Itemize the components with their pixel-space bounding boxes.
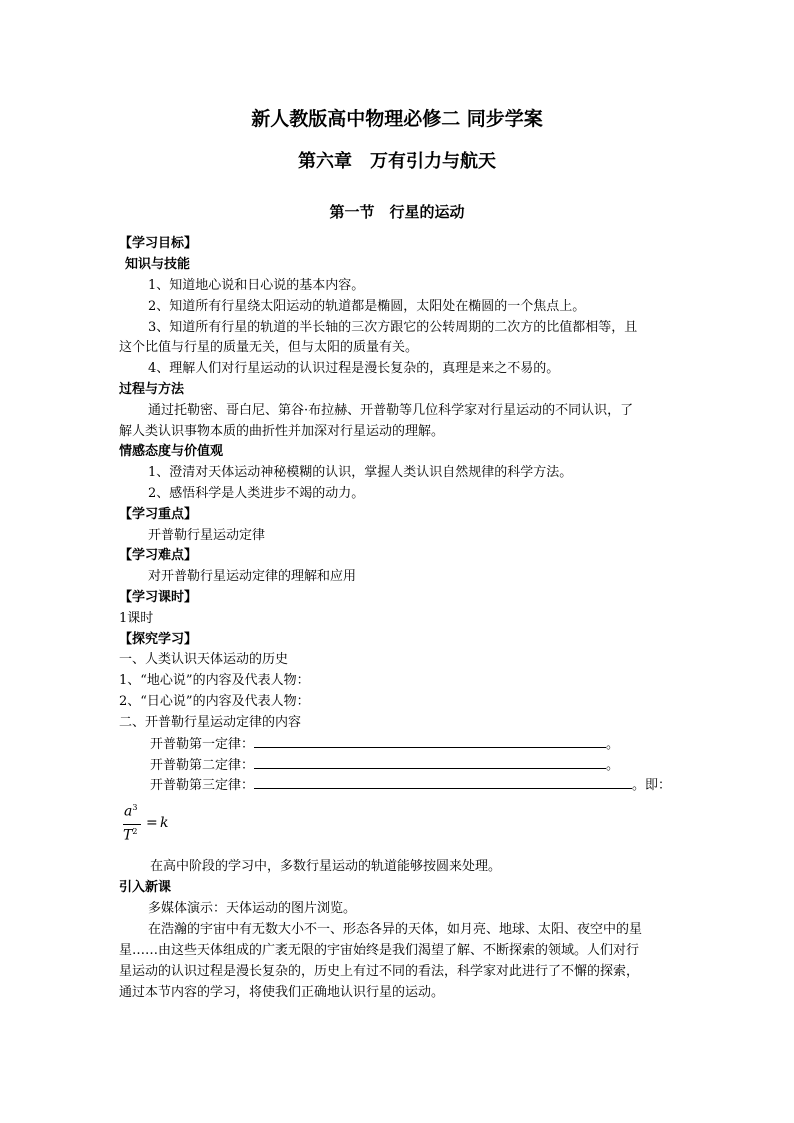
- objective-item-continued: 这个比值与行星的质量无关，但与太阳的质量有关。: [119, 340, 419, 355]
- circle-approximation-note: 在高中阶段的学习中，多数行星运动的轨道能够按圆来处理。: [150, 859, 502, 874]
- objectives-header: 【学习目标】: [119, 236, 198, 251]
- kepler-law-1-label: 开普勒第一定律：: [150, 737, 255, 752]
- key-point-header: 【学习重点】: [119, 507, 198, 522]
- kepler-law-2-label: 开普勒第二定律：: [150, 758, 255, 773]
- emotion-header: 情感态度与价值观: [119, 444, 224, 459]
- hours-header: 【学习课时】: [119, 590, 198, 605]
- kepler-law-3-line: [150, 776, 671, 794]
- intro-paragraph-line: 通过本节内容的学习，将使我们正确地认识行星的运动。: [119, 985, 445, 1000]
- key-point-text: 开普勒行星运动定律: [148, 528, 266, 543]
- emotion-item: 2、感悟科学是人类进步不竭的动力。: [148, 486, 365, 501]
- chapter-title: 第六章 万有引力与航天: [298, 151, 496, 172]
- section-title: 第一节 行星的运动: [329, 203, 465, 221]
- kepler-law-1-blank[interactable]: [254, 735, 606, 748]
- process-text: 通过托勒密、哥白尼、第谷·布拉赫、开普勒等几位科学家对行星运动的不同认识，了: [148, 403, 634, 418]
- kepler-law-3-blank[interactable]: [254, 776, 632, 789]
- fraction-bar: [123, 824, 141, 825]
- process-text-continued: 解人类认识事物本质的曲折性并加深对行星运动的理解。: [119, 424, 445, 439]
- objective-item: 4、理解人们对行星运动的认识过程是漫长复杂的，真理是来之不易的。: [148, 361, 560, 376]
- law-1-end: 。: [606, 737, 620, 752]
- law-3-end: 。即：: [632, 778, 672, 793]
- question-heliocentric: 2、“日心说”的内容及代表人物：: [119, 694, 310, 709]
- inquiry-header: 【探究学习】: [119, 632, 198, 647]
- intro-demo: 多媒体演示：天体运动的图片浏览。: [148, 901, 357, 916]
- difficulty-text: 对开普勒行星运动定律的理解和应用: [148, 569, 357, 584]
- formula-equals: =: [146, 815, 158, 831]
- process-header: 过程与方法: [119, 382, 185, 397]
- intro-paragraph-line: 星运动的认识过程是漫长复杂的，历史上有过不同的看法，科学家对此进行了不懈的探索，: [119, 964, 640, 979]
- objective-item: 3、知道所有行星的轨道的半长轴的三次方跟它的公转周期的二次方的比值都相等，且: [148, 320, 638, 335]
- formula-denominator: $T^2$: [123, 827, 138, 844]
- inquiry-heading-1: 一、人类认识天体运动的历史: [119, 652, 289, 667]
- document-title: 新人教版高中物理必修二 同步学案: [251, 108, 543, 130]
- kepler-law-3-label: 开普勒第三定律：: [150, 778, 255, 793]
- intro-paragraph-line: 星……由这些天体组成的广袤无限的宇宙始终是我们渴望了解、不断探索的领域。人们对行: [119, 943, 640, 958]
- law-2-end: 。: [606, 758, 620, 773]
- difficulty-header: 【学习难点】: [119, 548, 198, 563]
- objective-item: 1、知道地心说和日心说的基本内容。: [148, 278, 365, 293]
- hours-text: 1课时: [119, 611, 154, 626]
- emotion-item: 1、澄清对天体运动神秘模糊的认识，掌握人类认识自然规律的科学方法。: [148, 465, 573, 480]
- intro-paragraph-line: 在浩瀚的宇宙中有无数大小不一、形态各异的天体，如月亮、地球、太阳、夜空中的星: [148, 922, 643, 937]
- knowledge-header: 知识与技能: [125, 257, 191, 272]
- formula-constant: k: [160, 815, 169, 831]
- kepler-law-2-line: [150, 756, 619, 774]
- inquiry-heading-2: 二、开普勒行星运动定律的内容: [119, 715, 302, 730]
- objective-item: 2、知道所有行星绕太阳运动的轨道都是椭圆，太阳处在椭圆的一个焦点上。: [148, 299, 586, 314]
- kepler-third-law-formula: [122, 800, 182, 850]
- kepler-law-2-blank[interactable]: [254, 756, 606, 769]
- formula-numerator: $a^3$: [124, 803, 138, 820]
- kepler-law-1-line: [150, 735, 619, 753]
- intro-header: 引入新课: [119, 880, 172, 895]
- question-geocentric: 1、“地心说”的内容及代表人物：: [119, 673, 310, 688]
